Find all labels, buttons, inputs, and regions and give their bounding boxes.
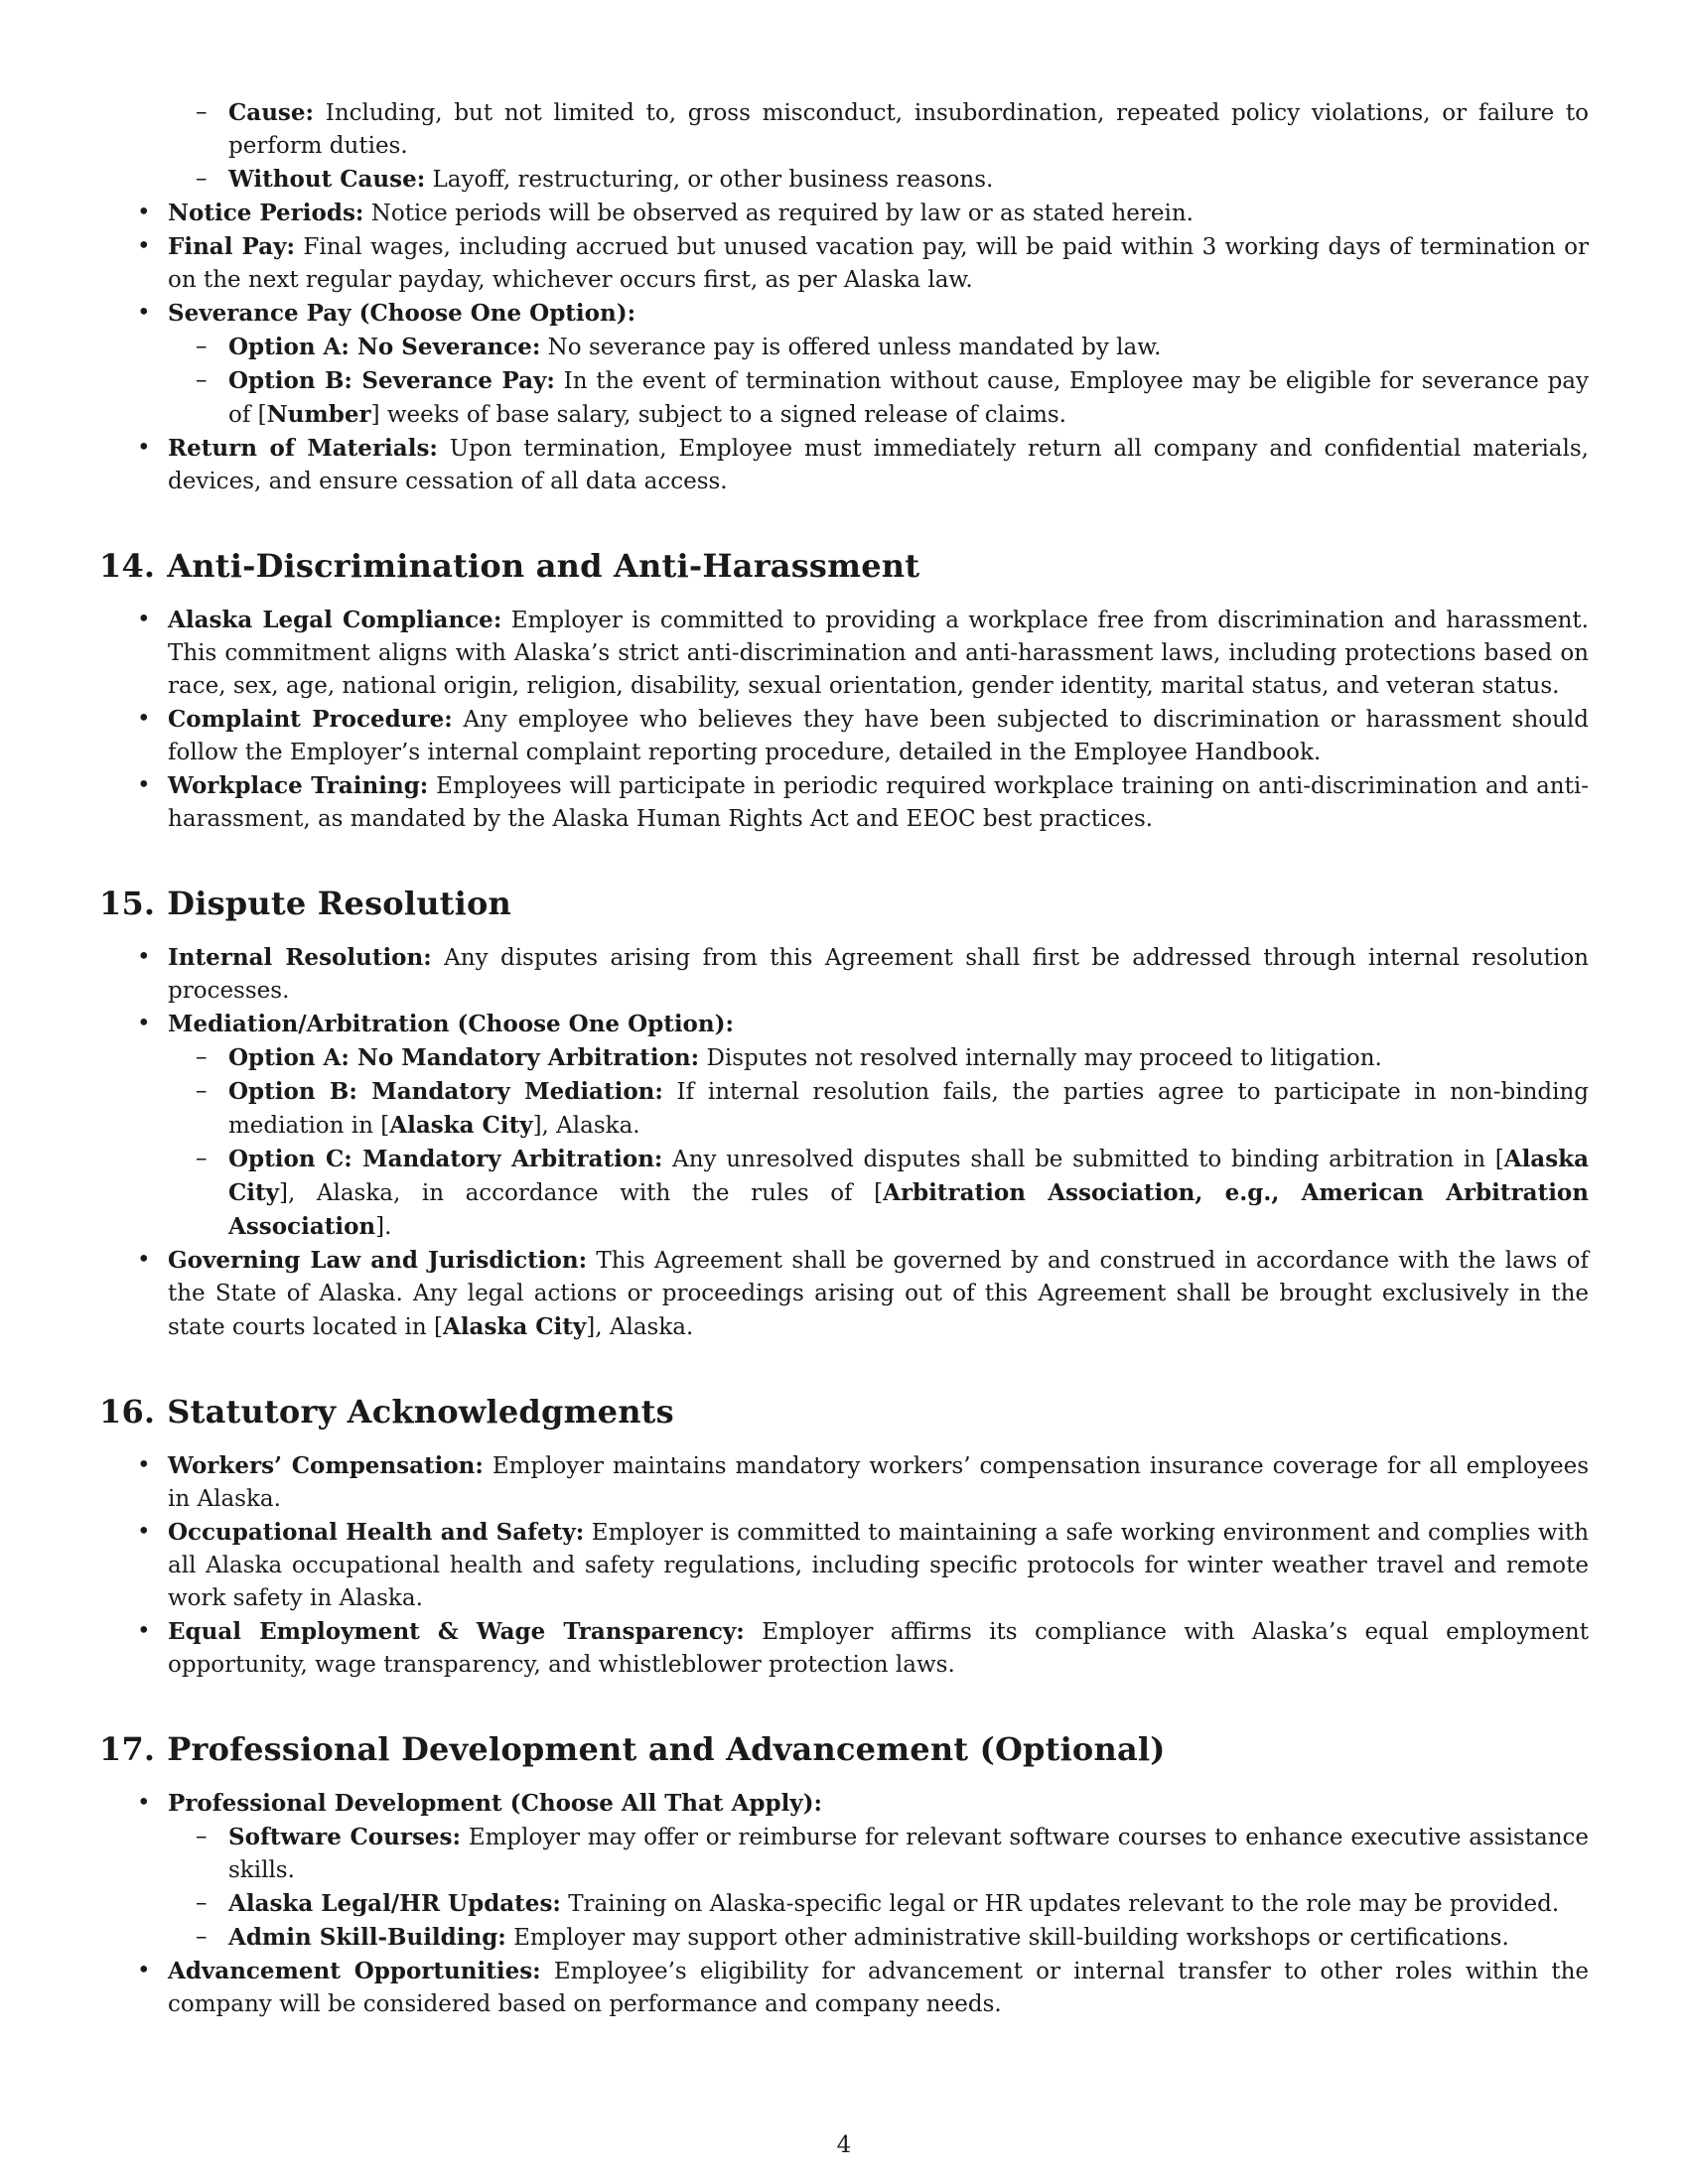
list-item-option-b [168,364,1589,432]
placeholder-city: Alaska City [228,1146,1589,1206]
bullet-marker: • [137,1958,151,1983]
item-label: Workers’ Compensation: [168,1452,484,1479]
item-label: Professional Development (Choose All That Apply): [168,1790,823,1817]
item-label: Admin Skill-Building: [228,1924,506,1951]
item-text: Disputes not resolved internally may proceed to litigation. [699,1045,1382,1071]
section-13-continued [99,96,1589,498]
item-text: Layoff, restructuring, or other business reasons. [425,167,994,193]
bullet-marker: • [137,435,151,461]
item-text: In the event of termination without cause, Employee may be eligible for severance pay of [ [228,368,1589,428]
item-text: No severance pay is offered unless mandated by law. [540,335,1162,360]
item-label: Alaska Legal Compliance: [168,607,502,633]
item-label: Equal Employment & Wage Transparency: [168,1618,745,1645]
item-label: Option B: Severance Pay: [228,367,555,394]
section-16 [99,1392,1589,1682]
item-text: ], Alaska. [586,1314,694,1340]
severance-options [99,331,1589,432]
list-item [99,1615,1589,1682]
dash-marker: – [196,1146,208,1171]
bullet-marker: • [137,772,151,798]
section-15-list [99,941,1589,1344]
item-label: Advancement Opportunities: [168,1958,541,1984]
bullet-marker: • [137,1452,151,1478]
item-text: Any disputes arising from this Agreement shall first be addressed through internal resolution processes. [168,945,1589,1004]
list-item-without-cause [168,163,1589,197]
list-item-option-b [168,1075,1589,1143]
item-label: Complaint Procedure: [168,706,453,733]
item-text: This Agreement shall be governed by and construed in accordance with the laws of the State of Alaska. Any legal actions or proceedings arising out of this Agreement shall be brought exclusively in the state courts located in [ [168,1248,1589,1340]
item-text: Any employee who believes they have been subjected to discrimination or harassment should follow the Employer’s internal complaint reporting procedure, detailed in the Employee Handbook. [168,707,1589,765]
item-text: Employer is committed to providing a workplace free from discrimination and harassment. This commitment aligns with Alaska’s strict anti-discrimination and anti-harassment laws, including protections based on race, sex, age, national origin, religion, disability, sexual orientation, gender identity, marital status, and veteran status. [168,608,1589,699]
item-label: Mediation/Arbitration (Choose One Option): [168,1011,734,1037]
section-15 [99,884,1589,1344]
dash-marker: – [196,367,208,393]
item-text: Employer may offer or reimburse for relevant software courses to enhance executive assistance skills. [228,1825,1590,1883]
placeholder-city: Alaska City [442,1313,587,1340]
item-label: Option A: No Severance: [228,334,541,360]
item-text: ] weeks of base salary, subject to a signed release of claims. [370,402,1066,428]
section-title: Anti-Discrimination and Anti-Harassment [167,547,920,585]
dash-marker: – [196,1824,208,1849]
item-label: Cause: [228,99,315,126]
item-text: ], Alaska. [532,1113,640,1139]
bullet-marker: • [137,233,151,259]
list-item-return-of-materials [99,432,1589,498]
dash-marker: – [196,334,208,359]
dash-marker: – [196,1044,208,1070]
bullet-marker: • [137,607,151,632]
document-page [99,96,1589,2021]
item-text: Employee’s eligibility for advancement or internal transfer to other roles within the company will be considered based on performance and company needs. [168,1959,1589,2017]
section-16-list [99,1449,1589,1682]
item-label: Internal Resolution: [168,944,432,971]
placeholder-association: Arbitration Association, e.g., American Arbitration Association [228,1179,1589,1240]
dash-marker: – [196,1924,208,1950]
section-14-list [99,604,1589,836]
section-heading [99,1392,1589,1432]
item-text: Employer is committed to maintaining a safe working environment and complies with all Alaska occupational health and safety regulations, including specific protocols for winter weather travel and remote work safety in Alaska. [168,1520,1590,1611]
section-title: Dispute Resolution [167,885,512,922]
list-item-professional-development [99,1787,1589,1955]
item-text: Employer maintains mandatory workers’ compensation insurance coverage for all employees in Alaska. [168,1453,1590,1512]
item-text: Notice periods will be observed as required by law or as stated herein. [363,201,1194,226]
section-number: 16. [99,1393,156,1431]
list-item-option-a [168,1041,1589,1075]
item-text: Employer affirms its compliance with Alaska’s equal employment opportunity, wage transparency, and whistleblower protection laws. [168,1619,1589,1678]
bullet-marker: • [137,1519,151,1545]
item-label: Without Cause: [228,166,426,193]
item-text: Training on Alaska-specific legal or HR updates relevant to the role may be provided. [560,1891,1560,1917]
bullet-marker: • [137,944,151,970]
section-heading [99,546,1589,586]
item-text: ], Alaska, in accordance with the rules of [ [279,1180,884,1206]
list-item [168,1887,1589,1921]
page-number: 4 [836,2132,852,2158]
item-label: Final Pay: [168,233,295,260]
item-text: Any unresolved disputes shall be submitted to binding arbitration in [ [662,1147,1504,1172]
section-heading [99,1729,1589,1769]
bullet-marker: • [137,1790,151,1816]
item-label: Alaska Legal/HR Updates: [228,1890,561,1917]
item-text: Including, but not limited to, gross misconduct, insubordination, repeated policy violations, or failure to perform duties. [228,100,1589,159]
item-label: Software Courses: [228,1824,461,1850]
list-item-option-c [168,1143,1589,1244]
section-title: Statutory Acknowledgments [167,1393,674,1431]
bullet-marker: • [137,1618,151,1644]
list-item-mediation-arbitration [99,1008,1589,1244]
placeholder-number: Number [266,401,371,428]
section-title: Professional Development and Advancement (Optional) [167,1730,1166,1768]
termination-cause-list [168,96,1589,197]
item-text: If internal resolution fails, the parties agree to participate in non-binding mediation in [ [228,1079,1589,1139]
list-item [99,703,1589,769]
list-item-cause [168,96,1589,163]
item-text: Employer may support other administrative skill-building workshops or certifications. [505,1925,1509,1951]
dash-marker: – [196,1078,208,1104]
list-item [99,1516,1589,1615]
list-item-notice-periods [99,197,1589,230]
list-item [99,1449,1589,1516]
list-item [168,1821,1589,1887]
list-item [99,604,1589,703]
item-label: Notice Periods: [168,200,364,226]
section-17-list [99,1787,1589,2021]
section-14 [99,546,1589,836]
item-label: Return of Materials: [168,435,438,462]
section-number: 14. [99,547,156,585]
list-item-governing-law [99,1244,1589,1344]
dash-marker: – [196,1890,208,1916]
list-item-severance-pay [99,297,1589,432]
item-label: Governing Law and Jurisdiction: [168,1247,588,1274]
item-label: Option B: Mandatory Mediation: [228,1078,663,1105]
dash-marker: – [196,99,208,125]
section-number: 15. [99,885,156,922]
item-text: Final wages, including accrued but unused vacation pay, will be paid within 3 working days of termination or on the next regular payday, whichever occurs first, as per Alaska law. [168,234,1589,293]
item-label: Workplace Training: [168,772,429,799]
placeholder-city: Alaska City [389,1112,533,1139]
item-label: Option A: No Mandatory Arbitration: [228,1044,700,1071]
item-text: ]. [375,1214,392,1240]
bullet-marker: • [137,300,151,326]
list-item-internal-resolution [99,941,1589,1008]
list-item-option-a [168,331,1589,364]
mediation-options [99,1041,1589,1244]
section-17 [99,1729,1589,2021]
item-label: Occupational Health and Safety: [168,1519,585,1546]
item-label: Severance Pay (Choose One Option): [168,300,636,327]
bullet-marker: • [137,706,151,732]
list-item-advancement [99,1955,1589,2021]
section-number: 17. [99,1730,156,1768]
termination-list [99,197,1589,498]
professional-development-options [99,1821,1589,1955]
bullet-marker: • [137,1247,151,1273]
bullet-marker: • [137,1011,151,1036]
item-text: Employees will participate in periodic required workplace training on anti-discrimination and anti-harassment, as mandated by the Alaska Human Rights Act and EEOC best practices. [168,773,1589,832]
list-item [168,1921,1589,1955]
section-heading [99,884,1589,923]
bullet-marker: • [137,200,151,225]
item-text: Upon termination, Employee must immediately return all company and confidential materials, devices, and ensure cessation of all data access. [168,436,1589,494]
dash-marker: – [196,166,208,192]
list-item [99,769,1589,836]
list-item-final-pay [99,230,1589,297]
item-label: Option C: Mandatory Arbitration: [228,1146,663,1172]
